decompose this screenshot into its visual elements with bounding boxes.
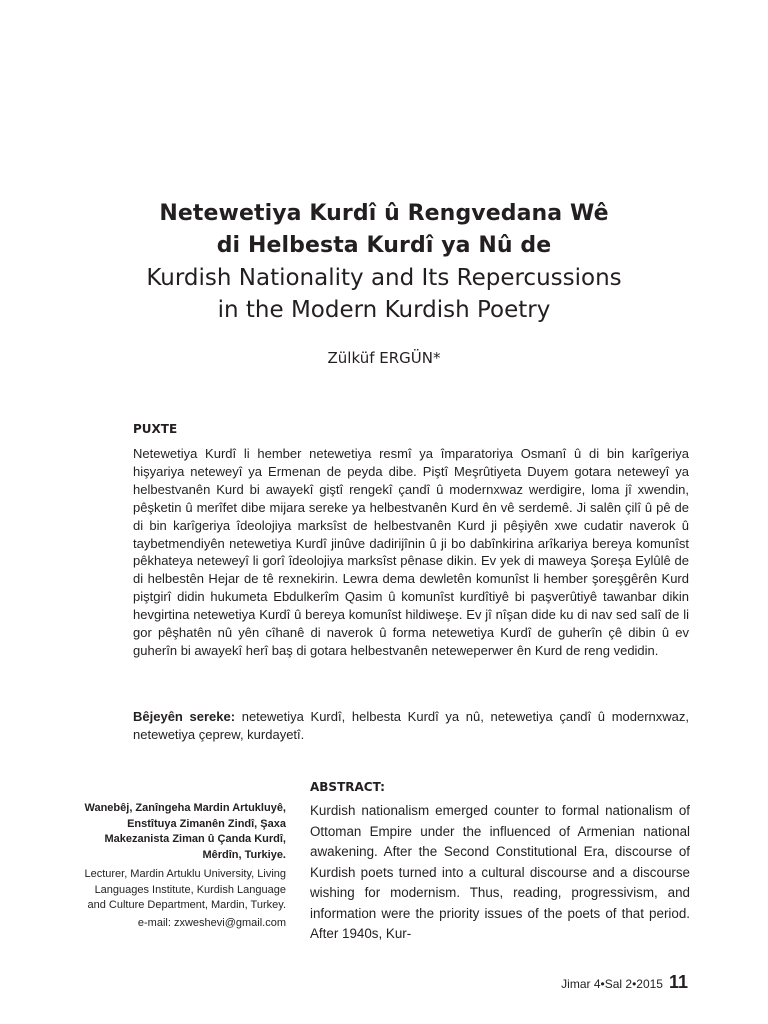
title-english-line-1: Kurdish Nationality and Its Repercussions — [146, 265, 622, 291]
affiliation-kurdish: Wanebêj, Zanîngeha Mardin Artukluyê, Enstîtuya Zimanên Zindî, Şaxa Makezanista Ziman û Çanda Kurdî, Mêrdîn, Turkiye. — [84, 802, 286, 861]
puxte-heading: PUXTE — [133, 422, 178, 436]
title-english-line-2: in the Modern Kurdish Poetry — [217, 297, 551, 323]
keywords-paragraph — [133, 708, 689, 744]
keywords-text: netewetiya Kurdî, helbesta Kurdî ya nû, netewetiya çandî û modernxwaz, netewetiya çeprew, kurdayetî. — [133, 709, 689, 742]
affiliation-english: Lecturer, Mardin Artuklu University, Living Languages Institute, Kurdish Language and Culture Department, Mardin, Turkey. — [84, 868, 286, 911]
author-name: Zülküf ERGÜN* — [327, 349, 441, 367]
journal-issue: Jimar 4•Sal 2•2015 — [561, 977, 663, 991]
title-block — [60, 198, 708, 326]
title-kurdish-line-1: Netewetiya Kurdî û Rengvedana Wê — [159, 201, 609, 226]
title-kurdish-line-2: di Helbesta Kurdî ya Nû de — [216, 233, 552, 258]
abstract-heading: ABSTRACT: — [310, 780, 385, 794]
author-affiliation — [82, 801, 286, 931]
puxte-body: Netewetiya Kurdî li hember netewetiya resmî ya împaratoriya Osmanî û di bin karîgeriya hişyariya neteweyî ya Ermenan de peyda dibe. Piştî Meşrûtiyeta Duyem gotara neteweyî ya helbestvanên Kurd bi awayekî giştî rengekî çandî û modernxwaz werdigire, loma jî xwendin, pêşketin û merîfet dibe mijara sereke ya helbestvanên Kurd ên vê serdemê. Ji salên çilî û pê de di bin karîgeriya îdeolojiya marksîst de helbestvanên Kurd ji pêşiyên xwe cudatir naverok û taybetmendiyên netewetiya Kurdî jinûve dadirijînin û ji bo dabînkirina arîkariya bereya komunîst pêkhateya neteweyî li gorî îdeolojiya marksîst pênase dikin. Ev yek di maweya Şoreşa Eylûlê de di helbestên Hejar de tê rexnekirin. Lewra dema dewletên komunîst li hember şoreşgêrên Kurd piştgirî didin hukumeta Ebdulkerîm Qasim û komunîst kurdîtiyê bi paşverûtiyê tawanbar dikin hevgirtina netewetiya Kurdî û bereya komunîst hildiweşe. Ev jî nîşan dide ku di nav sed salî de li gor pêşhatên nû yên cîhanê di naverok û forma netewetiya Kurdî de guherîn çê dibin û ev guherîn bi awayekî herî baş di gotara helbestvanên neteweperwer ên Kurd de reng vedidin. — [133, 446, 689, 658]
author-email[interactable]: e-mail: zxweshevi@gmail.com — [137, 916, 286, 929]
abstract-body: Kurdish nationalism emerged counter to formal nationalism of Ottoman Empire under the influenced of Armenian national awakening. After the Second Constitutional Era, discourse of Kurdish poets turned into a cultural discourse and a discourse wishing for modernism. Thus, reading, progressivism, and information were the priority issues of the poets of that period. After 1940s, Kur- — [310, 803, 690, 941]
page-number: 11 — [668, 972, 688, 992]
keywords-label: Bêjeyên sereke: — [133, 709, 236, 724]
page-footer — [561, 970, 688, 996]
